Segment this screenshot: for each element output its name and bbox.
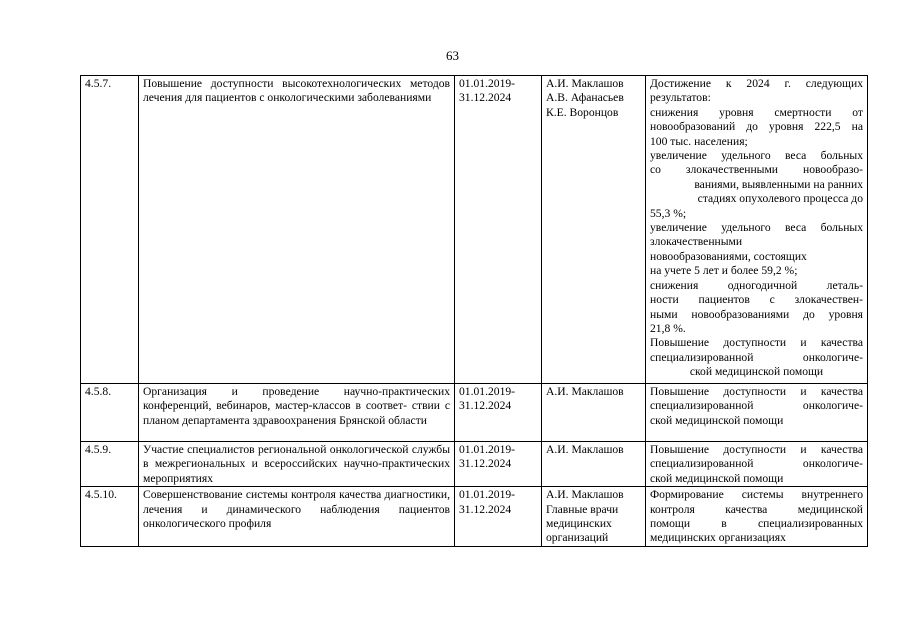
responsible-person: А.И. Маклашов [546,488,624,502]
item-period [455,384,542,442]
result-line: помощи в специализированных [650,517,863,531]
result-line: со злокачественными новообразо- [650,163,863,177]
result-line: ской медицинской помощи [650,413,784,427]
responsible-person: А.И. Маклашов [546,77,624,90]
responsible-person: А.И. Маклашов [546,385,624,398]
item-name: Совершенствование системы контроля качества диагностики, лечения и динамического наблюдения пациентов онкологического профиля [139,487,455,547]
responsible-person: К.Е. Воронцов [546,105,619,119]
period-end: 31.12.2024 [459,457,512,471]
item-name: Участие специалистов региональной онкологической службы в межрегиональных и всероссийских научно-практических мероприятиях [139,442,455,487]
result-line: увеличение удельного веса больных [650,221,863,235]
result-line: контроля качества медицинской [650,502,863,516]
page-number: 63 [446,48,459,63]
item-responsible [542,76,646,384]
period-end: 31.12.2024 [459,399,512,413]
responsible-person: медицинских [546,517,612,531]
result-line: Повышение доступности и качества [650,385,863,398]
responsible-person: организаций [546,531,609,545]
item-period [455,76,542,384]
result-line: ности пациентов с злокачествен- [650,293,863,307]
item-period [455,487,542,547]
result-line: ваниями, выявленными на ранних [694,177,863,191]
item-name: Повышение доступности высокотехнологических методов лечения для пациентов с онкологическими заболеваниями [139,76,455,384]
item-responsible [542,487,646,547]
result-line: 55,3 %; [650,206,687,220]
result-line: результатов: [650,91,711,105]
result-line: 100 тыс. населения; [650,134,748,148]
result-line: ными новообразованиями до уровня [650,307,863,321]
result-line: злокачественными [650,235,743,249]
result-line: Повышение доступности и качества [650,336,863,350]
table-row [81,384,868,442]
result-line: стадиях опухолевого процесса до [697,192,863,206]
result-line: специализированной онкологиче- [650,399,863,413]
item-number: 4.5.7. [81,76,139,384]
result-line: специализированной онкологиче- [650,457,863,471]
item-result [646,442,868,487]
result-line: снижения одногодичной леталь- [650,278,863,292]
result-line: снижения уровня смертности от [650,105,863,119]
item-period [455,442,542,487]
table-row [81,487,868,547]
item-name: Организация и проведение научно-практических конференций, вебинаров, мастер-классов в соответ- ствии с планом департамента здравоохранения Брянской области [139,384,455,442]
result-line: Повышение доступности и качества [650,443,863,456]
period-start: 01.01.2019- [459,385,516,398]
period-start: 01.01.2019- [459,77,516,90]
item-responsible [542,442,646,487]
period-end: 31.12.2024 [459,502,512,516]
result-line: Достижение к 2024 г. следующих [650,77,863,90]
item-result [646,487,868,547]
period-end: 31.12.2024 [459,91,512,105]
result-line: новообразований до уровня 222,5 на [650,120,863,134]
item-number: 4.5.8. [81,384,139,442]
item-number: 4.5.9. [81,442,139,487]
period-start: 01.01.2019- [459,488,516,502]
table-row [81,442,868,487]
table-row [81,76,868,384]
result-line: увеличение удельного веса больных [650,149,863,163]
result-line: на учете 5 лет и более 59,2 %; [650,264,798,278]
responsible-person: А.И. Маклашов [546,443,624,456]
responsible-person: Главные врачи [546,502,619,516]
result-line: новообразованиями, состоящих [650,249,807,263]
item-number: 4.5.10. [81,487,139,547]
result-line: ской медицинской помощи [650,471,784,485]
item-responsible [542,384,646,442]
period-start: 01.01.2019- [459,443,516,456]
result-line: специализированной онкологиче- [650,350,863,364]
result-line: ской медицинской помощи [689,365,824,379]
result-line: Формирование системы внутреннего [650,488,863,502]
responsible-person: А.В. Афанасьев [546,91,624,105]
plan-table [80,75,868,547]
item-result [646,76,868,384]
result-line: 21,8 %. [650,321,686,335]
result-line: медицинских организациях [650,531,786,545]
item-result [646,384,868,442]
